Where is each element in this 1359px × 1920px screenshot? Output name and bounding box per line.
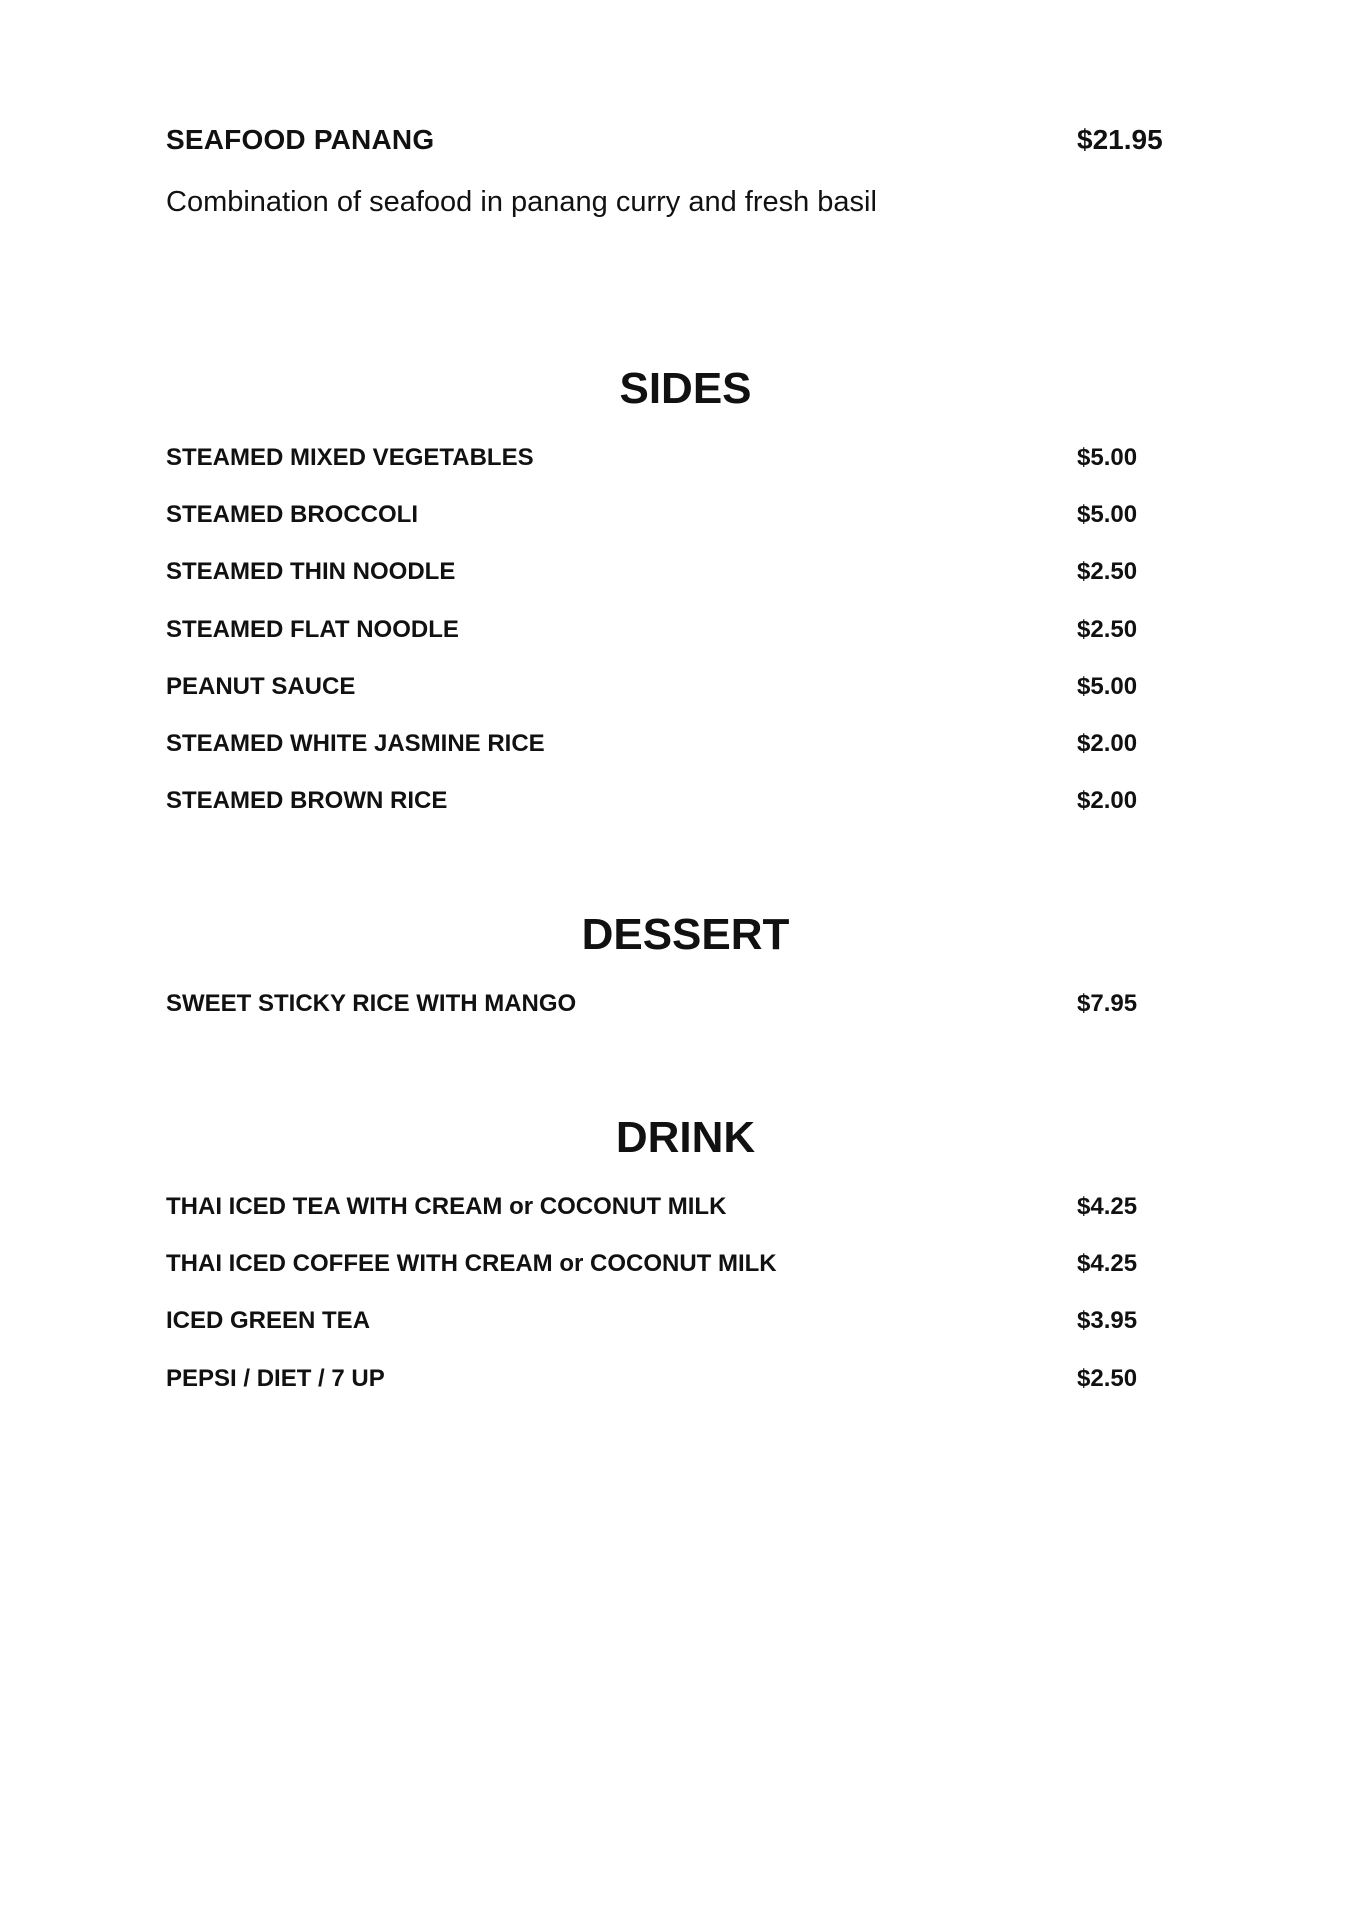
menu-item — [166, 673, 1176, 730]
featured-item-row — [166, 124, 1176, 164]
menu-item — [166, 558, 1176, 615]
menu-item-price: $4.25 — [1077, 1250, 1138, 1278]
menu-item-name: STEAMED THIN NOODLE — [166, 558, 456, 586]
menu-item-price: $5.00 — [1077, 444, 1138, 471]
menu-item — [166, 501, 1176, 558]
featured-item-name: SEAFOOD PANANG — [166, 124, 435, 155]
menu-item — [166, 730, 1176, 787]
menu-item-price: $2.00 — [1077, 729, 1138, 757]
menu-item-name: THAI ICED COFFEE WITH CREAM or COCONUT MILK — [166, 1250, 777, 1278]
sides-item-list — [166, 444, 1176, 844]
menu-item — [166, 787, 1176, 844]
menu-item — [166, 1193, 1176, 1250]
dessert-item-list — [166, 990, 1176, 1047]
menu-item — [166, 1365, 1176, 1422]
menu-item-name: STEAMED WHITE JASMINE RICE — [166, 729, 545, 757]
menu-item — [166, 990, 1176, 1047]
menu-item — [166, 444, 1176, 501]
menu-item-name: STEAMED BROWN RICE — [166, 787, 448, 815]
featured-item-price: $21.95 — [1077, 124, 1163, 155]
menu-item-name: PEANUT SAUCE — [166, 672, 356, 700]
featured-item — [166, 124, 1176, 218]
menu-item-name: STEAMED MIXED VEGETABLES — [166, 444, 534, 471]
menu-item-price: $5.00 — [1077, 672, 1138, 700]
drink-item-list — [166, 1193, 1176, 1422]
menu-item — [166, 1250, 1176, 1307]
menu-item-name: STEAMED FLAT NOODLE — [166, 615, 459, 643]
menu-item-name: THAI ICED TEA WITH CREAM or COCONUT MILK — [166, 1193, 727, 1220]
menu-item-price: $2.00 — [1077, 787, 1138, 815]
menu-item-price: $5.00 — [1077, 501, 1138, 529]
menu-item-price: $2.50 — [1077, 558, 1138, 586]
featured-item-description: Combination of seafood in panang curry and fresh basil — [166, 186, 877, 218]
menu-item-name: SWEET STICKY RICE WITH MANGO — [166, 990, 577, 1017]
menu-item-name: ICED GREEN TEA — [166, 1307, 371, 1335]
menu-item-price: $7.95 — [1077, 990, 1138, 1017]
sides-section-title: SIDES — [619, 364, 752, 413]
drink-section-title: DRINK — [615, 1113, 756, 1162]
menu-item — [166, 1307, 1176, 1364]
menu-item-price: $2.50 — [1077, 615, 1138, 643]
menu-item-price: $2.50 — [1077, 1364, 1138, 1392]
dessert-section-title: DESSERT — [581, 910, 790, 959]
menu-item-name: STEAMED BROCCOLI — [166, 501, 418, 529]
menu-item-name: PEPSI / DIET / 7 UP — [166, 1364, 385, 1392]
menu-item-price: $3.95 — [1077, 1307, 1138, 1335]
menu-item — [166, 616, 1176, 673]
menu-item-price: $4.25 — [1077, 1193, 1138, 1220]
